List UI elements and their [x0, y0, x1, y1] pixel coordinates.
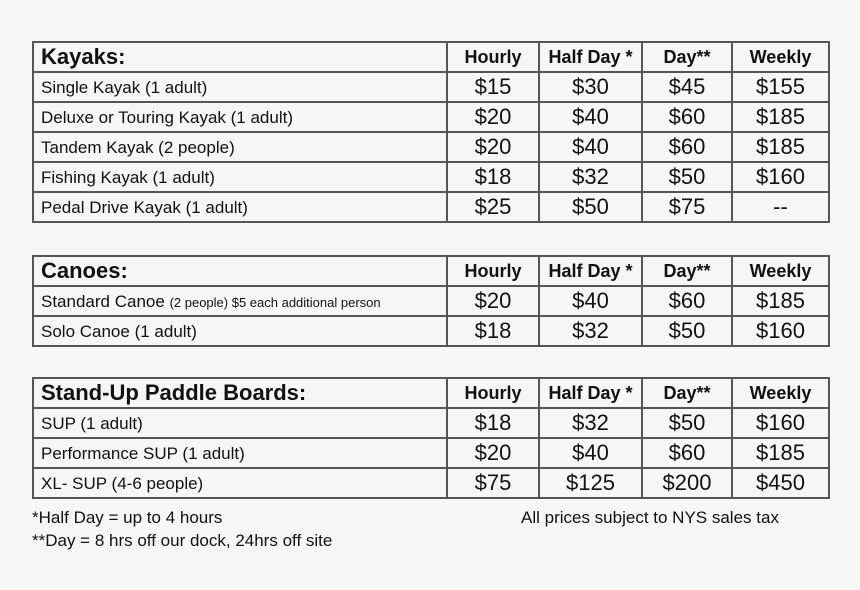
column-header: Day** — [642, 256, 732, 286]
canoes-table — [32, 255, 830, 347]
price-cell: $40 — [539, 438, 642, 468]
table-row — [33, 438, 829, 468]
item-name-cell — [33, 286, 447, 316]
price-cell: $25 — [447, 192, 539, 222]
price-cell: $125 — [539, 468, 642, 498]
item-name: Fishing Kayak (1 adult) — [41, 167, 215, 187]
section-title: Kayaks: — [33, 42, 447, 72]
section-title: Stand-Up Paddle Boards: — [33, 378, 447, 408]
price-cell: $75 — [447, 468, 539, 498]
price-cell: $185 — [732, 132, 829, 162]
price-cell: $40 — [539, 286, 642, 316]
column-header: Half Day * — [539, 256, 642, 286]
item-name-cell — [33, 72, 447, 102]
table-row — [33, 72, 829, 102]
price-cell: $200 — [642, 468, 732, 498]
price-cell: $160 — [732, 408, 829, 438]
table-row — [33, 162, 829, 192]
table-row — [33, 192, 829, 222]
table-row — [33, 468, 829, 498]
day-footnote: **Day = 8 hrs off our dock, 24hrs off site — [32, 531, 333, 550]
price-cell: $20 — [447, 102, 539, 132]
price-cell: $20 — [447, 438, 539, 468]
price-cell: $40 — [539, 102, 642, 132]
table-row — [33, 408, 829, 438]
price-cell: $50 — [642, 408, 732, 438]
item-name: Deluxe or Touring Kayak (1 adult) — [41, 107, 293, 127]
price-cell: $60 — [642, 102, 732, 132]
item-note: (2 people) $5 each additional person — [169, 294, 381, 310]
price-cell: $60 — [642, 438, 732, 468]
item-name: Pedal Drive Kayak (1 adult) — [41, 197, 248, 217]
price-cell: $160 — [732, 316, 829, 346]
item-name-cell — [33, 408, 447, 438]
price-cell: -- — [732, 192, 829, 222]
column-header: Hourly — [447, 256, 539, 286]
price-cell: $185 — [732, 286, 829, 316]
price-cell: $60 — [642, 286, 732, 316]
item-name-cell — [33, 132, 447, 162]
price-cell: $60 — [642, 132, 732, 162]
table-header-row — [33, 42, 829, 72]
item-name: Performance SUP (1 adult) — [41, 443, 245, 463]
table-row — [33, 102, 829, 132]
price-cell: $18 — [447, 162, 539, 192]
price-cell: $160 — [732, 162, 829, 192]
section-title: Canoes: — [33, 256, 447, 286]
item-name: XL- SUP (4-6 people) — [41, 473, 204, 493]
table-row — [33, 286, 829, 316]
item-name: Single Kayak (1 adult) — [41, 77, 208, 97]
item-name-cell — [33, 438, 447, 468]
column-header: Weekly — [732, 256, 829, 286]
price-cell: $45 — [642, 72, 732, 102]
column-header: Hourly — [447, 42, 539, 72]
price-cell: $50 — [642, 162, 732, 192]
kayaks-table — [32, 41, 830, 223]
column-header: Half Day * — [539, 42, 642, 72]
price-cell: $32 — [539, 408, 642, 438]
column-header: Hourly — [447, 378, 539, 408]
price-cell: $40 — [539, 132, 642, 162]
half-day-footnote: *Half Day = up to 4 hours — [32, 508, 223, 527]
table-row — [33, 132, 829, 162]
sales-tax-footnote: All prices subject to NYS sales tax — [521, 508, 779, 527]
item-name: Tandem Kayak (2 people) — [41, 137, 235, 157]
price-cell: $18 — [447, 408, 539, 438]
column-header: Day** — [642, 378, 732, 408]
item-name-cell — [33, 468, 447, 498]
item-name: Standard Canoe — [41, 291, 165, 311]
table-header-row — [33, 378, 829, 408]
price-cell: $20 — [447, 286, 539, 316]
price-cell: $450 — [732, 468, 829, 498]
item-name-cell — [33, 192, 447, 222]
column-header: Weekly — [732, 42, 829, 72]
column-header: Half Day * — [539, 378, 642, 408]
price-cell: $32 — [539, 162, 642, 192]
table-row — [33, 316, 829, 346]
price-cell: $75 — [642, 192, 732, 222]
item-name-cell — [33, 162, 447, 192]
item-name-cell — [33, 316, 447, 346]
column-header: Day** — [642, 42, 732, 72]
item-name: SUP (1 adult) — [41, 413, 143, 433]
column-header: Weekly — [732, 378, 829, 408]
table-header-row — [33, 256, 829, 286]
price-cell: $32 — [539, 316, 642, 346]
sup-table — [32, 377, 830, 499]
price-cell: $185 — [732, 438, 829, 468]
price-cell: $185 — [732, 102, 829, 132]
price-cell: $50 — [539, 192, 642, 222]
price-cell: $20 — [447, 132, 539, 162]
price-cell: $155 — [732, 72, 829, 102]
price-cell: $50 — [642, 316, 732, 346]
item-name: Solo Canoe (1 adult) — [41, 321, 197, 341]
item-name-cell — [33, 102, 447, 132]
price-cell: $18 — [447, 316, 539, 346]
price-cell: $15 — [447, 72, 539, 102]
price-cell: $30 — [539, 72, 642, 102]
